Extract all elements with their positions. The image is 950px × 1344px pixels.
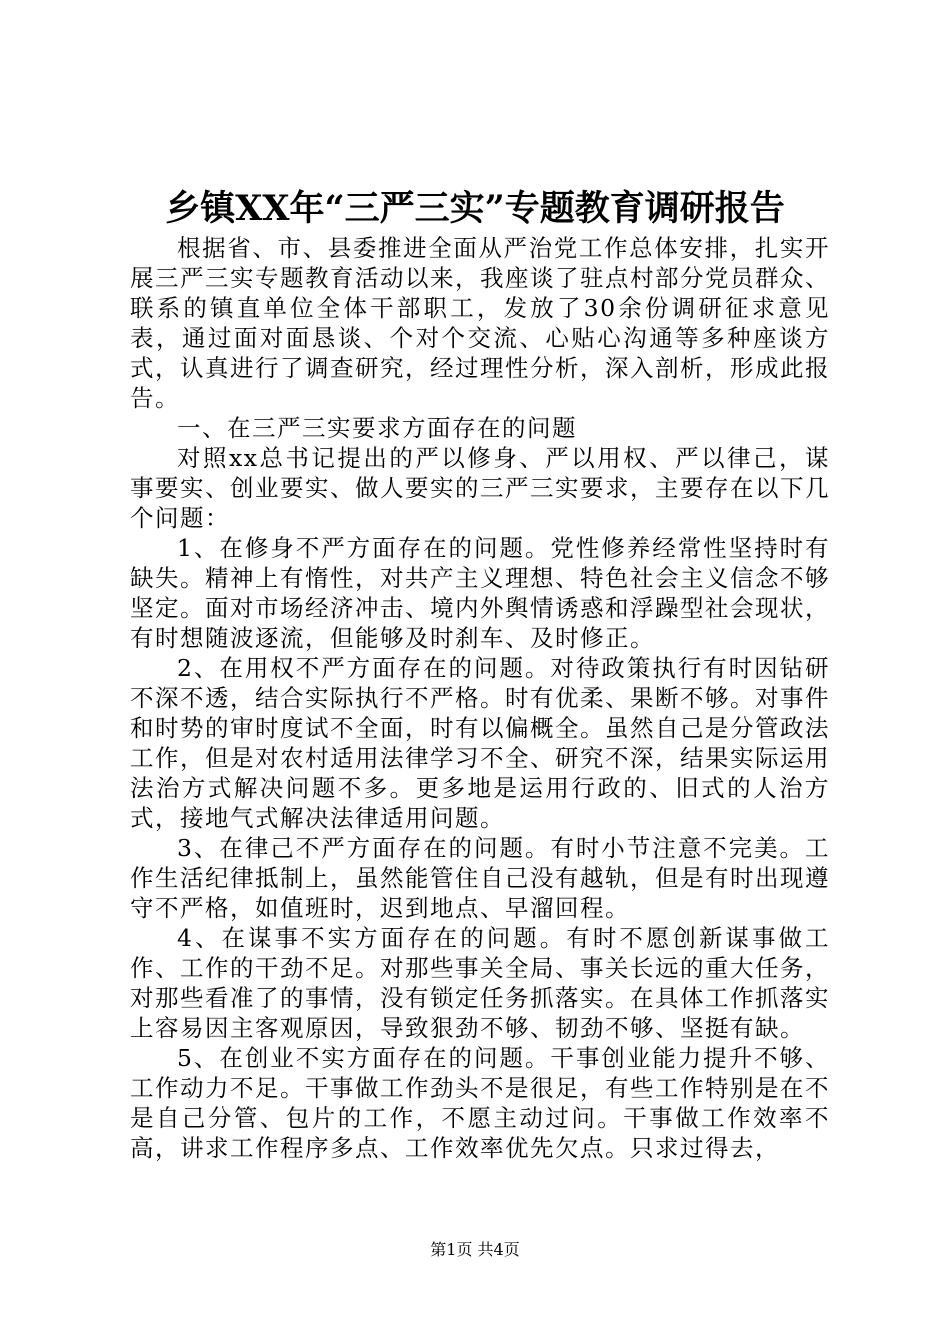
document-title: 乡镇XX年“三严三实”专题教育调研报告 [165,188,785,229]
paragraph-overview: 对照xx总书记提出的严以修身、严以用权、严以律己，谋事要实、创业要实、做人要实的三严三实要求，主要存在以下几个问题： [130,444,830,532]
page-footer: 第1页 共4页 [430,1240,520,1259]
paragraph-item-4: 4、在谋事不实方面存在的问题。有时不愿创新谋事做工作、工作的干劲不足。对那些事关全局、事关长远的重大任务，对那些看准了的事情，没有锁定任务抓落实。在具体工作抓落实上容易因主客观原因，导致狠劲不够、韧劲不够、坚挺有缺。 [130,924,830,1042]
paragraph-item-3: 3、在律己不严方面存在的问题。有时小节注意不完美。工作生活纪律抵制上，虽然能管住自己没有越轨，但是有时出现遵守不严格，如值班时，迟到地点、早溜回程。 [130,834,830,922]
paragraph-item-5: 5、在创业不实方面存在的问题。干事创业能力提升不够、工作动力不足。干事做工作劲头不是很足，有些工作特别是在不是自己分管、包片的工作，不愿主动过问。干事做工作效率不高，讲求工作程序多点、工作效率优先欠点。只求过得去， [130,1044,830,1162]
paragraph-item-1: 1、在修身不严方面存在的问题。党性修养经常性坚持时有缺失。精神上有惰性，对共产主义理想、特色社会主义信念不够坚定。面对市场经济冲击、境内外舆情诱惑和浮躁型社会现状，有时想随波逐流，但能够及时刹车、及时修正。 [130,534,830,652]
paragraph-intro: 根据省、市、县委推进全面从严治党工作总体安排，扎实开展三严三实专题教育活动以来，我座谈了驻点村部分党员群众、联系的镇直单位全体干部职工，发放了30余份调研征求意见表，通过面对面恳谈、个对个交流、心贴心沟通等多种座谈方式，认真进行了调查研究，经过理性分析，深入剖析，形成此报告。 [130,234,830,412]
document-body [130,233,830,1163]
section-heading: 一、在三严三实要求方面存在的问题 [177,414,577,442]
paragraph-item-2: 2、在用权不严方面存在的问题。对待政策执行有时因钻研不深不透，结合实际执行不严格。时有优柔、果断不够。对事件和时势的审时度试不全面，时有以偏概全。虽然自己是分管政法工作，但是对农村适用法律学习不全、研究不深，结果实际运用法治方式解决问题不多。更多地是运用行政的、旧式的人治方式，接地气式解决法律适用问题。 [130,654,830,832]
